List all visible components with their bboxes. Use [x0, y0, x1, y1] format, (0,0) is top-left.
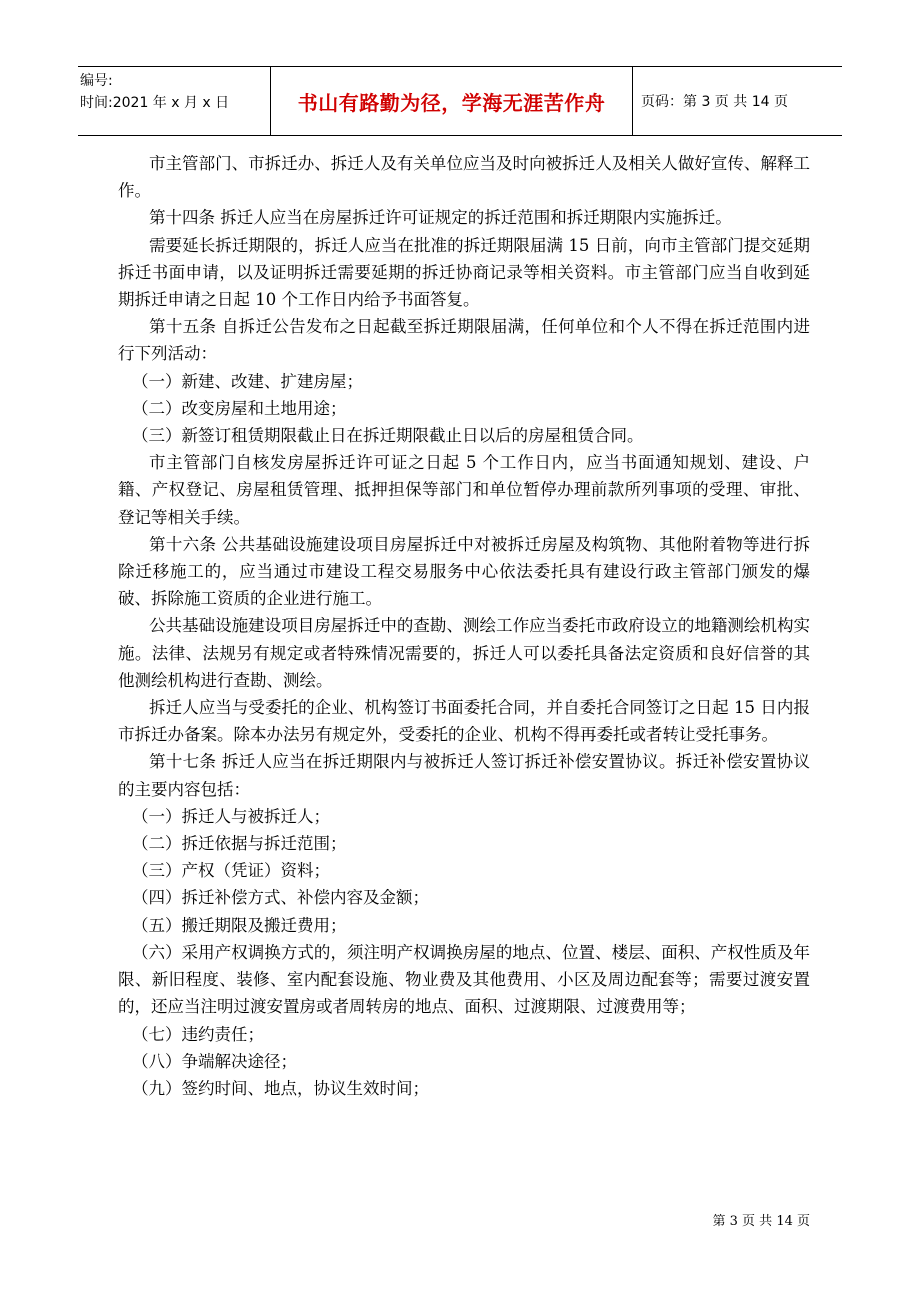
paragraph: 第十七条 拆迁人应当在拆迁期限内与被拆迁人签订拆迁补偿安置协议。拆迁补偿安置协议的主要内容包括： — [118, 752, 810, 799]
document-body — [118, 150, 810, 1102]
list-item: （七）违约责任； — [132, 1024, 264, 1044]
list-item: （九）签约时间、地点，协议生效时间； — [132, 1078, 429, 1098]
list-item: （六）采用产权调换方式的，须注明产权调换房屋的地点、位置、楼层、面积、产权性质及年限、新旧程度、装修、室内配套设施、物业费及其他费用、小区及周边配套等；需要过渡安置的，还应当注明过渡安置房或者周转房的地点、面积、过渡期限、过渡费用等； — [118, 942, 810, 1017]
list-item: （一）拆迁人与被拆迁人； — [132, 806, 330, 826]
paragraph: 需要延长拆迁期限的，拆迁人应当在批准的拆迁期限届满 15 日前，向市主管部门提交延期拆迁书面申请，以及证明拆迁需要延期的拆迁协商记录等相关资料。市主管部门应当自收到延期拆迁申请之日起 10 个工作日内给予书面答复。 — [118, 235, 810, 310]
paragraph: 拆迁人应当与受委托的企业、机构签订书面委托合同，并自委托合同签订之日起 15 日内报市拆迁办备案。除本办法另有规定外，受委托的企业、机构不得再委托或者转让受托事务。 — [118, 698, 810, 745]
header-page-number: 页码：第 3 页 共 14 页 — [641, 94, 788, 110]
paragraph: 公共基础设施建设项目房屋拆迁中的查勘、测绘工作应当委托市政府设立的地籍测绘机构实施。法律、法规另有规定或者特殊情况需要的，拆迁人可以委托具备法定资质和良好信誉的其他测绘机构进行查勘、测绘。 — [118, 616, 810, 690]
list-item: （一）新建、改建、扩建房屋； — [132, 371, 363, 391]
document-number-label: 编号: — [80, 73, 113, 89]
list-item: （四）拆迁补偿方式、补偿内容及金额； — [132, 888, 429, 908]
list-item: （三）产权（凭证）资料； — [132, 861, 330, 881]
list-item: （二）改变房屋和土地用途； — [132, 398, 347, 418]
list-item: （二）拆迁依据与拆迁范围； — [132, 834, 347, 854]
paragraph: 市主管部门自核发房屋拆迁许可证之日起 5 个工作日内，应当书面通知规划、建设、户籍、产权登记、房屋租赁管理、抵押担保等部门和单位暂停办理前款所列事项的受理、审批、登记等相关手续。 — [118, 453, 810, 527]
footer-page-number: 第 3 页 共 14 页 — [712, 1214, 810, 1229]
list-item: （三）新签订租赁期限截止日在拆迁期限截止日以后的房屋租赁合同。 — [132, 426, 644, 446]
header-info-cell — [78, 67, 271, 135]
paragraph: 第十四条 拆迁人应当在房屋拆迁许可证规定的拆迁范围和拆迁期限内实施拆迁。 — [149, 208, 732, 228]
document-date-label: 时间:2021 年 x 月 x 日 — [80, 95, 230, 111]
paragraph: 市主管部门、市拆迁办、拆迁人及有关单位应当及时向被拆迁人及相关人做好宣传、解释工作。 — [118, 154, 810, 201]
header-motto: 书山有路勤为径，学海无涯苦作舟 — [271, 67, 633, 135]
paragraph: 第十六条 公共基础设施建设项目房屋拆迁中对被拆迁房屋及构筑物、其他附着物等进行拆除迁移施工的，应当通过市建设工程交易服务中心依法委托具有建设行政主管部门颁发的爆破、拆除施工资质的企业进行施工。 — [118, 534, 810, 609]
list-item: （八）争端解决途径； — [132, 1051, 297, 1071]
page-header — [78, 66, 842, 136]
paragraph: 第十五条 自拆迁公告发布之日起截至拆迁期限届满，任何单位和个人不得在拆迁范围内进行下列活动： — [118, 317, 810, 364]
list-item: （五）搬迁期限及搬迁费用； — [132, 915, 347, 935]
